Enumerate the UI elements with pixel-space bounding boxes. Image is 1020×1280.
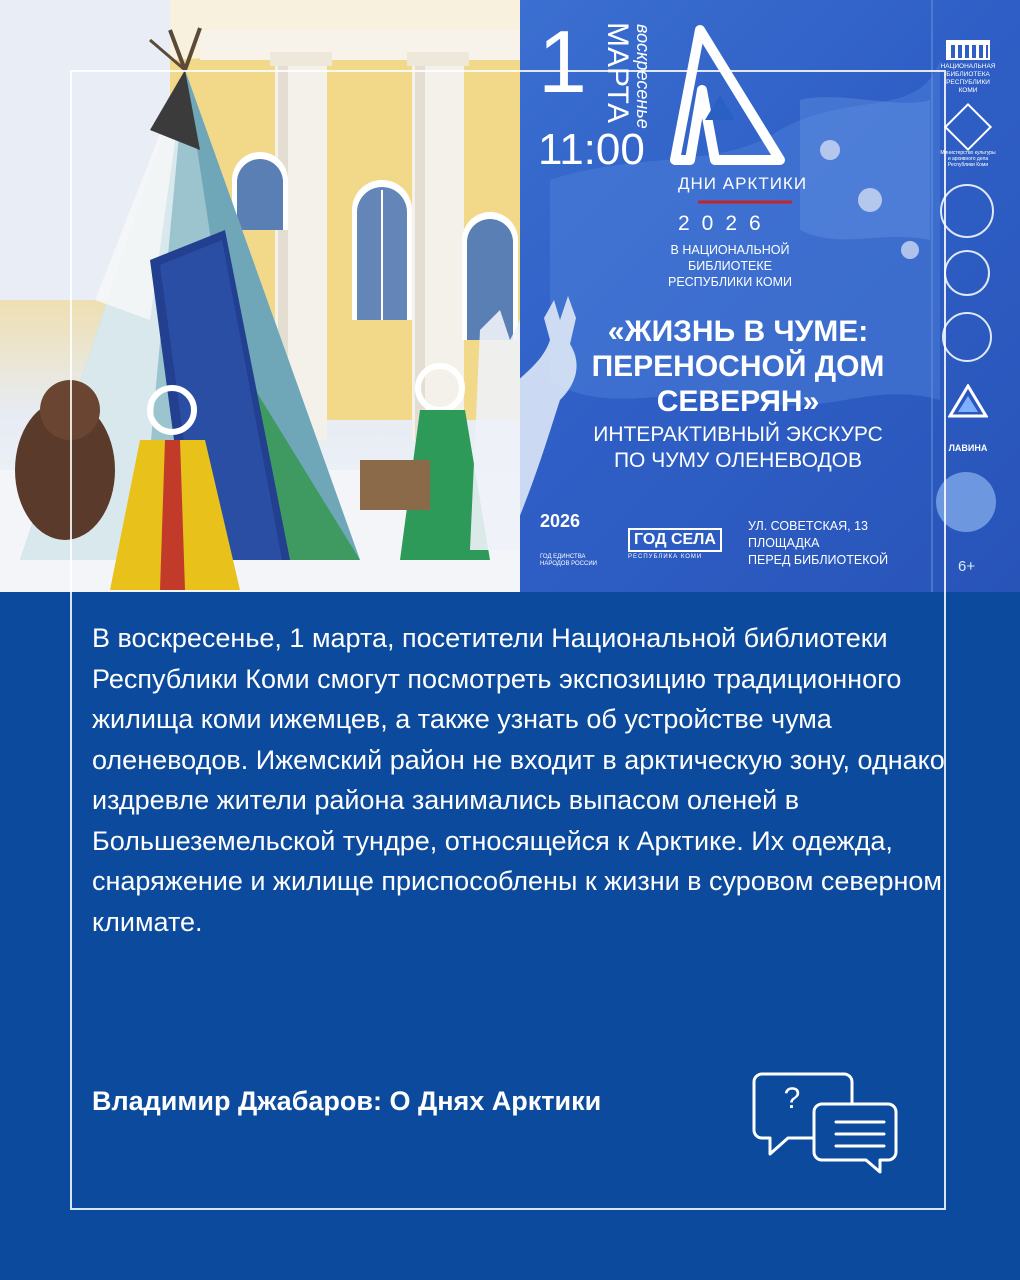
poster-day: 1 — [538, 12, 587, 111]
logo-year-of-unity: 2026 ГОД ЕДИНСТВА НАРОДОВ РОССИИ — [540, 511, 597, 567]
event-photo — [0, 0, 520, 592]
ornament-icon — [944, 103, 992, 151]
poster-weekday: воскресенье — [633, 24, 653, 129]
poster-year: 2026 — [678, 212, 773, 235]
poster-title: «ЖИЗНЬ В ЧУМЕ: ПЕРЕНОСНОЙ ДОМ СЕВЕРЯН» — [591, 315, 885, 418]
poster-subtitle: ИНТЕРАКТИВНЫЙ ЭКСКУРС ПО ЧУМУ ОЛЕНЕВОДОВ — [593, 423, 883, 472]
article-link[interactable]: Владимир Джабаров: О Днях Арктики — [92, 1086, 602, 1116]
poster-time: 11:00 — [538, 125, 645, 174]
emblem-ring-icon — [944, 250, 990, 296]
poster-address: УЛ. СОВЕТСКАЯ, 13 ПЛОЩАДКА ПЕРЕД БИБЛИОТЕКОЙ — [748, 519, 889, 567]
chat-question-icon — [748, 1068, 902, 1176]
poster-venue: В НАЦИОНАЛЬНОЙ БИБЛИОТЕКЕ РЕСПУБЛИКИ КОМИ — [667, 243, 793, 289]
logo-god-sela: ГОД СЕЛА РЕСПУБЛИКА КОМИ — [628, 528, 722, 560]
chum-photo-illustration — [0, 0, 520, 592]
emblem-map-icon — [936, 472, 996, 532]
emblem-circle-icon — [940, 184, 994, 238]
library-building-icon — [946, 40, 990, 60]
article-text: В воскресенье, 1 марта, посетители Национальной библиотеки Республики Коми смогут посмотреть экспозицию традиционного жилища коми ижемцев, а также узнать об устройстве чума оленеводов. Ижемский район не входит в арктическую зону, однако издревле жители района занимались выпасом оленей в Большеземельской тундре, относящейся к Арктике. Их одежда, снаряжение и жилище приспособлены к жизни в суровом северном климате. — [92, 623, 945, 937]
question-mark-glyph: ? — [783, 1082, 801, 1115]
lavina-logo: ЛАВИНА — [938, 384, 998, 453]
age-rating: 6+ — [958, 558, 976, 575]
event-poster — [520, 0, 1020, 592]
poster-series: ДНИ АРКТИКИ — [678, 174, 808, 193]
emblem-ornament-icon — [942, 312, 992, 362]
library-logo: НАЦИОНАЛЬНАЯ БИБЛИОТЕКА РЕСПУБЛИКИ КОМИ — [938, 40, 998, 95]
lavina-triangle-icon — [948, 384, 988, 418]
poster-month: МАРТА — [601, 22, 634, 124]
ministry-logo: Министерство культуры и архивного дела Республики Коми — [938, 110, 998, 168]
event-banner — [0, 0, 1020, 592]
